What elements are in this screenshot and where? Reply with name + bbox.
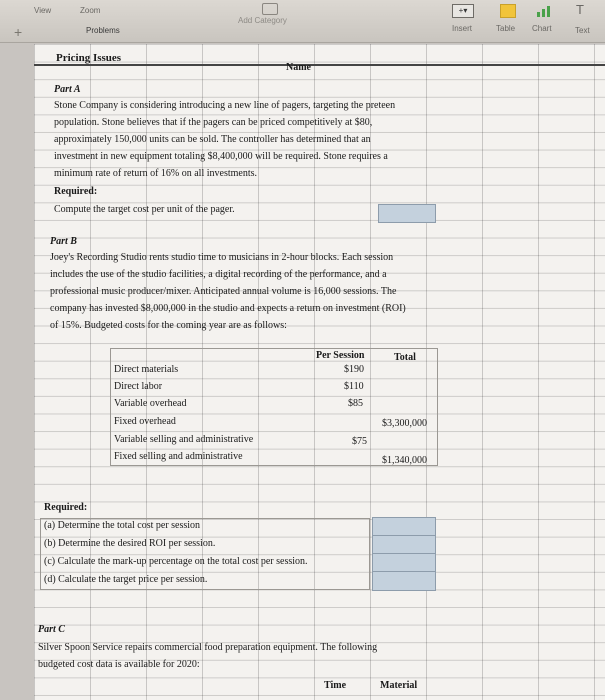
cost-label: Variable selling and administrative — [114, 434, 254, 445]
cost-total: $3,300,000 — [382, 418, 427, 429]
part-b-line: Joey's Recording Studio rents studio time to musicians in 2-hour blocks. Each session — [50, 252, 394, 263]
part-b-line: professional music producer/mixer. Anticipated annual volume is 16,000 sessions. The — [50, 286, 397, 297]
text-icon[interactable]: T — [576, 2, 584, 17]
part-b-required: Required: — [44, 502, 88, 513]
view-button[interactable]: View — [34, 6, 52, 15]
cost-label: Direct materials — [114, 364, 179, 375]
col-per-session: Per Session — [316, 350, 365, 361]
tab-problems[interactable]: Problems — [86, 26, 120, 35]
part-a-line: minimum rate of return of 16% on all investments. — [54, 168, 258, 179]
add-sheet-icon[interactable]: + — [14, 24, 23, 40]
part-a-task: Compute the target cost per unit of the pager. — [54, 204, 235, 215]
insert-icon[interactable]: +▾ — [452, 4, 474, 18]
answer-cell-c[interactable] — [372, 553, 436, 573]
task-item: (a) Determine the total cost per session — [44, 520, 201, 531]
table-button[interactable]: Table — [496, 24, 516, 33]
chart-button[interactable]: Chart — [532, 24, 552, 33]
part-a-line: Stone Company is considering introducing a new line of pagers, targeting the preteen — [54, 100, 396, 111]
answer-cell-b[interactable] — [372, 535, 436, 555]
col-total: Total — [394, 352, 416, 363]
app-toolbar — [0, 0, 605, 43]
cost-per: $85 — [348, 398, 363, 409]
part-c-line: Silver Spoon Service repairs commercial food preparation equipment. The following — [38, 642, 378, 653]
part-a-line: population. Stone believes that if the pagers can be priced competitively at $80, — [54, 117, 373, 128]
col-time: Time — [324, 680, 347, 691]
task-item: (d) Calculate the target price per session. — [44, 574, 208, 585]
answer-cell-target-cost[interactable] — [378, 204, 436, 223]
part-a-line: investment in new equipment totaling $8,400,000 will be required. Stone requires a — [54, 151, 388, 162]
part-b-line: includes the use of the studio facilities, a digital recording of the performance, and a — [50, 269, 387, 280]
cost-per: $75 — [352, 436, 367, 447]
cost-label: Fixed overhead — [114, 416, 176, 427]
answer-cell-d[interactable] — [372, 571, 436, 591]
cost-label: Variable overhead — [114, 398, 187, 409]
task-item: (b) Determine the desired ROI per session. — [44, 538, 216, 549]
table-icon[interactable] — [500, 4, 516, 18]
part-b-line: company has invested $8,000,000 in the studio and expects a return on investment (ROI) — [50, 303, 406, 314]
insert-button[interactable]: Insert — [452, 24, 473, 33]
part-b-line: of 15%. Budgeted costs for the coming year are as follows: — [50, 320, 287, 331]
cost-label: Direct labor — [114, 381, 163, 392]
part-a-line: approximately 150,000 units can be sold. The controller has determined that an — [54, 134, 371, 145]
cost-per: $110 — [344, 381, 364, 392]
part-c-line: budgeted cost data is available for 2020: — [38, 659, 200, 670]
add-category-button[interactable]: Add Category — [238, 16, 287, 25]
add-category-icon[interactable] — [262, 3, 278, 15]
part-b-heading: Part B — [50, 236, 77, 247]
zoom-button[interactable]: Zoom — [80, 6, 101, 15]
chart-icon[interactable] — [536, 4, 552, 16]
part-a-required: Required: — [54, 186, 98, 197]
part-a-heading: Part A — [54, 84, 81, 95]
cost-per: $190 — [344, 364, 364, 375]
cost-label: Fixed selling and administrative — [114, 451, 243, 462]
spreadsheet[interactable] — [34, 44, 605, 700]
task-item: (c) Calculate the mark-up percentage on the total cost per session. — [44, 556, 308, 567]
cost-total: $1,340,000 — [382, 455, 427, 466]
name-label: Name — [286, 62, 311, 73]
text-button[interactable]: Text — [575, 26, 590, 35]
part-c-heading: Part C — [38, 624, 65, 635]
col-material: Material — [380, 680, 418, 691]
answer-cell-a[interactable] — [372, 517, 436, 537]
sheet-title: Pricing Issues — [56, 52, 122, 64]
